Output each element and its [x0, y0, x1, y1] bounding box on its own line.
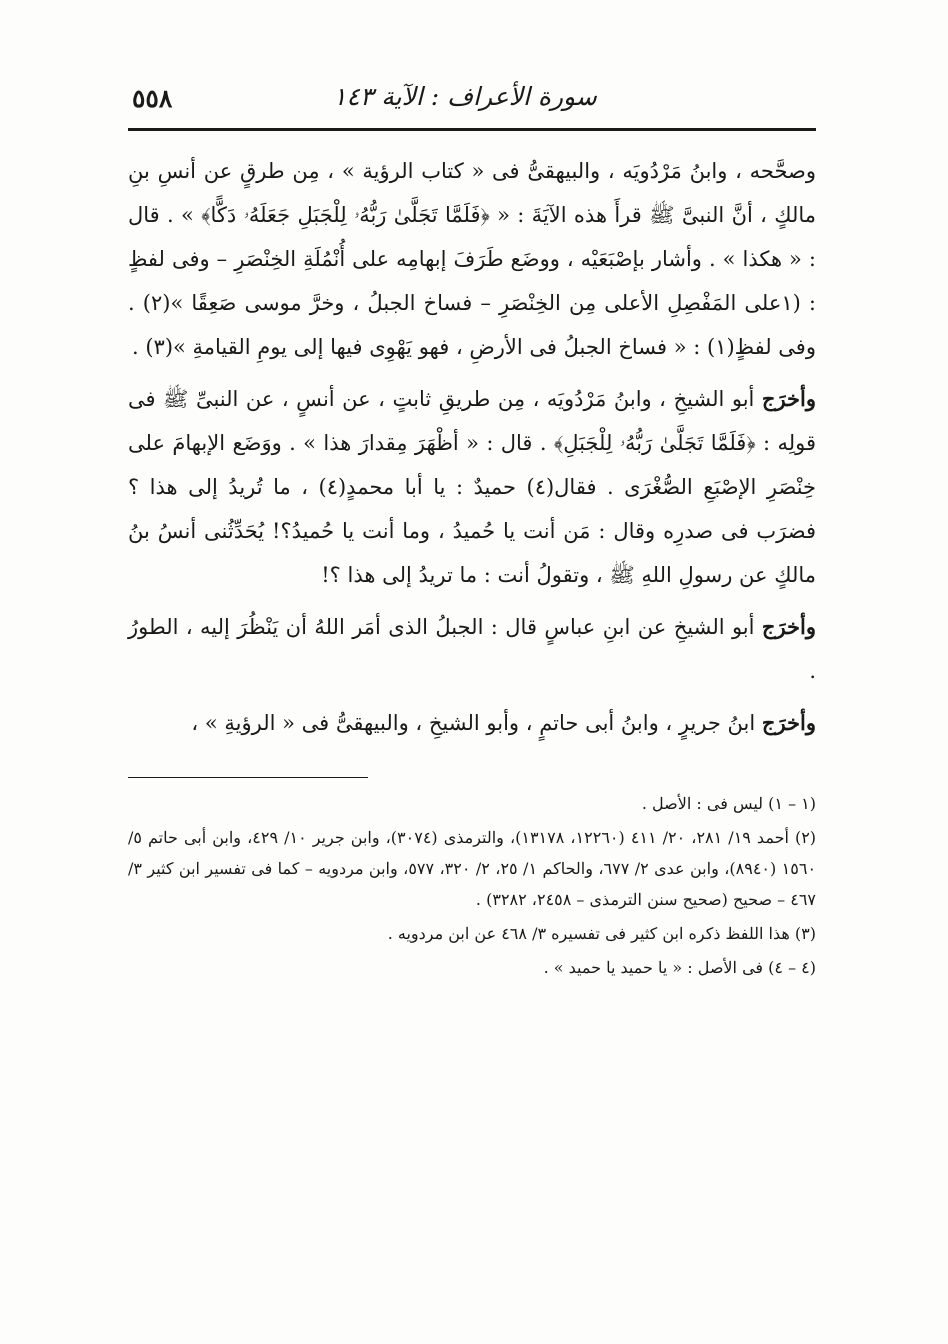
footnote-3: (٣) هذا اللفظ ذكره ابن كثير فى تفسيره ٣/ ٤٦٨ عن ابن مردويه .	[387, 924, 816, 943]
paragraph-2	[128, 377, 816, 597]
paragraph-3	[128, 605, 816, 693]
footnotes	[128, 788, 816, 983]
running-head: سورة الأعراف : الآية ١٤٣	[333, 82, 597, 111]
page-number: ٥٥٨	[132, 84, 173, 113]
paragraph-text: وصحَّحه ، وابنُ مَرْدُويَه ، والبيهقىُّ فى « كتاب الرؤية » ، مِن طرقٍ عن أنسِ بنِ مالكٍ ، أنَّ النبىَّ ﷺ قرأَ هذه الآيَةَ : « ﴿فَلَمَّا تَجَلَّىٰ رَبُّهُۥ لِلْجَبَلِ جَعَلَهُۥ دَكًّا﴾ » . قال : « هكذا » . وأشار بإصْبَعَيْه ، ووضَع طَرَفَ إبهامِه على أُنْمُلَةِ الخِنْصَرِ – وفى لفظٍ : (١على المَفْصِلِ الأعلى مِن الخِنْصَرِ – فساخ الجبلُ ، وخرَّ موسى صَعِقًا »(٢) . وفى لفظٍ(١) : « فساخ الجبلُ فى الأرضِ ، فهو يَهْوِى فيها إلى يومِ القيامةِ »(٣) .	[128, 159, 816, 359]
header-rule	[128, 128, 816, 131]
paragraph-text: أبو الشيخِ ، وابنُ مَرْدُويَه ، مِن طريقِ ثابتٍ ، عن أنسٍ ، عن النبىِّ ﷺ فى قولِه : ﴿فَلَمَّا تَجَلَّىٰ رَبُّهُۥ لِلْجَبَلِ﴾ . قال : « أظْهَرَ مِقدارَ هذا » . ووَضَع الإبهامَ على خِنْصَرِ الإصْبَعِ الصُّغْرَى . فقال(٤) حميدٌ : يا أبا محمدٍ(٤) ، ما تُريدُ إلى هذا ؟ فضرَب فى صدرِه وقال : مَن أنت يا حُميدُ ، وما أنت يا حُميدُ؟! يُحَدِّثُنى أنسُ بنُ مالكٍ عن رسولِ اللهِ ﷺ ، وتقولُ أنت : ما تريدُ إلى هذا ؟!	[128, 387, 816, 587]
page-header	[128, 78, 816, 128]
paragraph-lead: وأخرَج	[761, 386, 816, 411]
paragraph-lead: وأخرَج	[761, 710, 816, 735]
main-text	[128, 149, 816, 745]
paragraph-4	[128, 701, 816, 745]
paragraph-lead: وأخرَج	[761, 614, 816, 639]
footnote-1: (١ – ١) ليس فى : الأصل .	[641, 794, 816, 813]
footnote-4: (٤ – ٤) فى الأصل : « يا حميد يا حميد » .	[543, 958, 816, 977]
footnote-2: (٢) أحمد ١٩/ ٢٨١، ٢٠/ ٤١١ (١٢٢٦٠، ١٣١٧٨)، والترمذى (٣٠٧٤)، وابن جرير ١٠/ ٤٢٩، وابن أبى حاتم ٥/ ١٥٦٠ (٨٩٤٠)، وابن عدى ٢/ ٦٧٧، والحاكم ١/ ٢٥، ٢/ ٣٢٠، ٥٧٧، وابن مردويه – كما فى تفسير ابن كثير ٣/ ٤٦٧ – صحيح (صحيح سنن الترمذى – ٢٤٥٨، ٣٢٨٢) .	[128, 828, 817, 909]
paragraph-1	[128, 149, 816, 369]
paragraph-text: أبو الشيخِ عن ابنِ عباسٍ قال : الجبلُ الذى أمَر اللهُ أن يَنْظُرَ إليه ، الطورُ .	[128, 615, 816, 683]
paragraph-text: ابنُ جريرٍ ، وابنُ أبى حاتمٍ ، وأبو الشيخِ ، والبيهقىُّ فى « الرؤيةِ » ،	[191, 711, 762, 735]
footnote-rule	[128, 777, 368, 778]
